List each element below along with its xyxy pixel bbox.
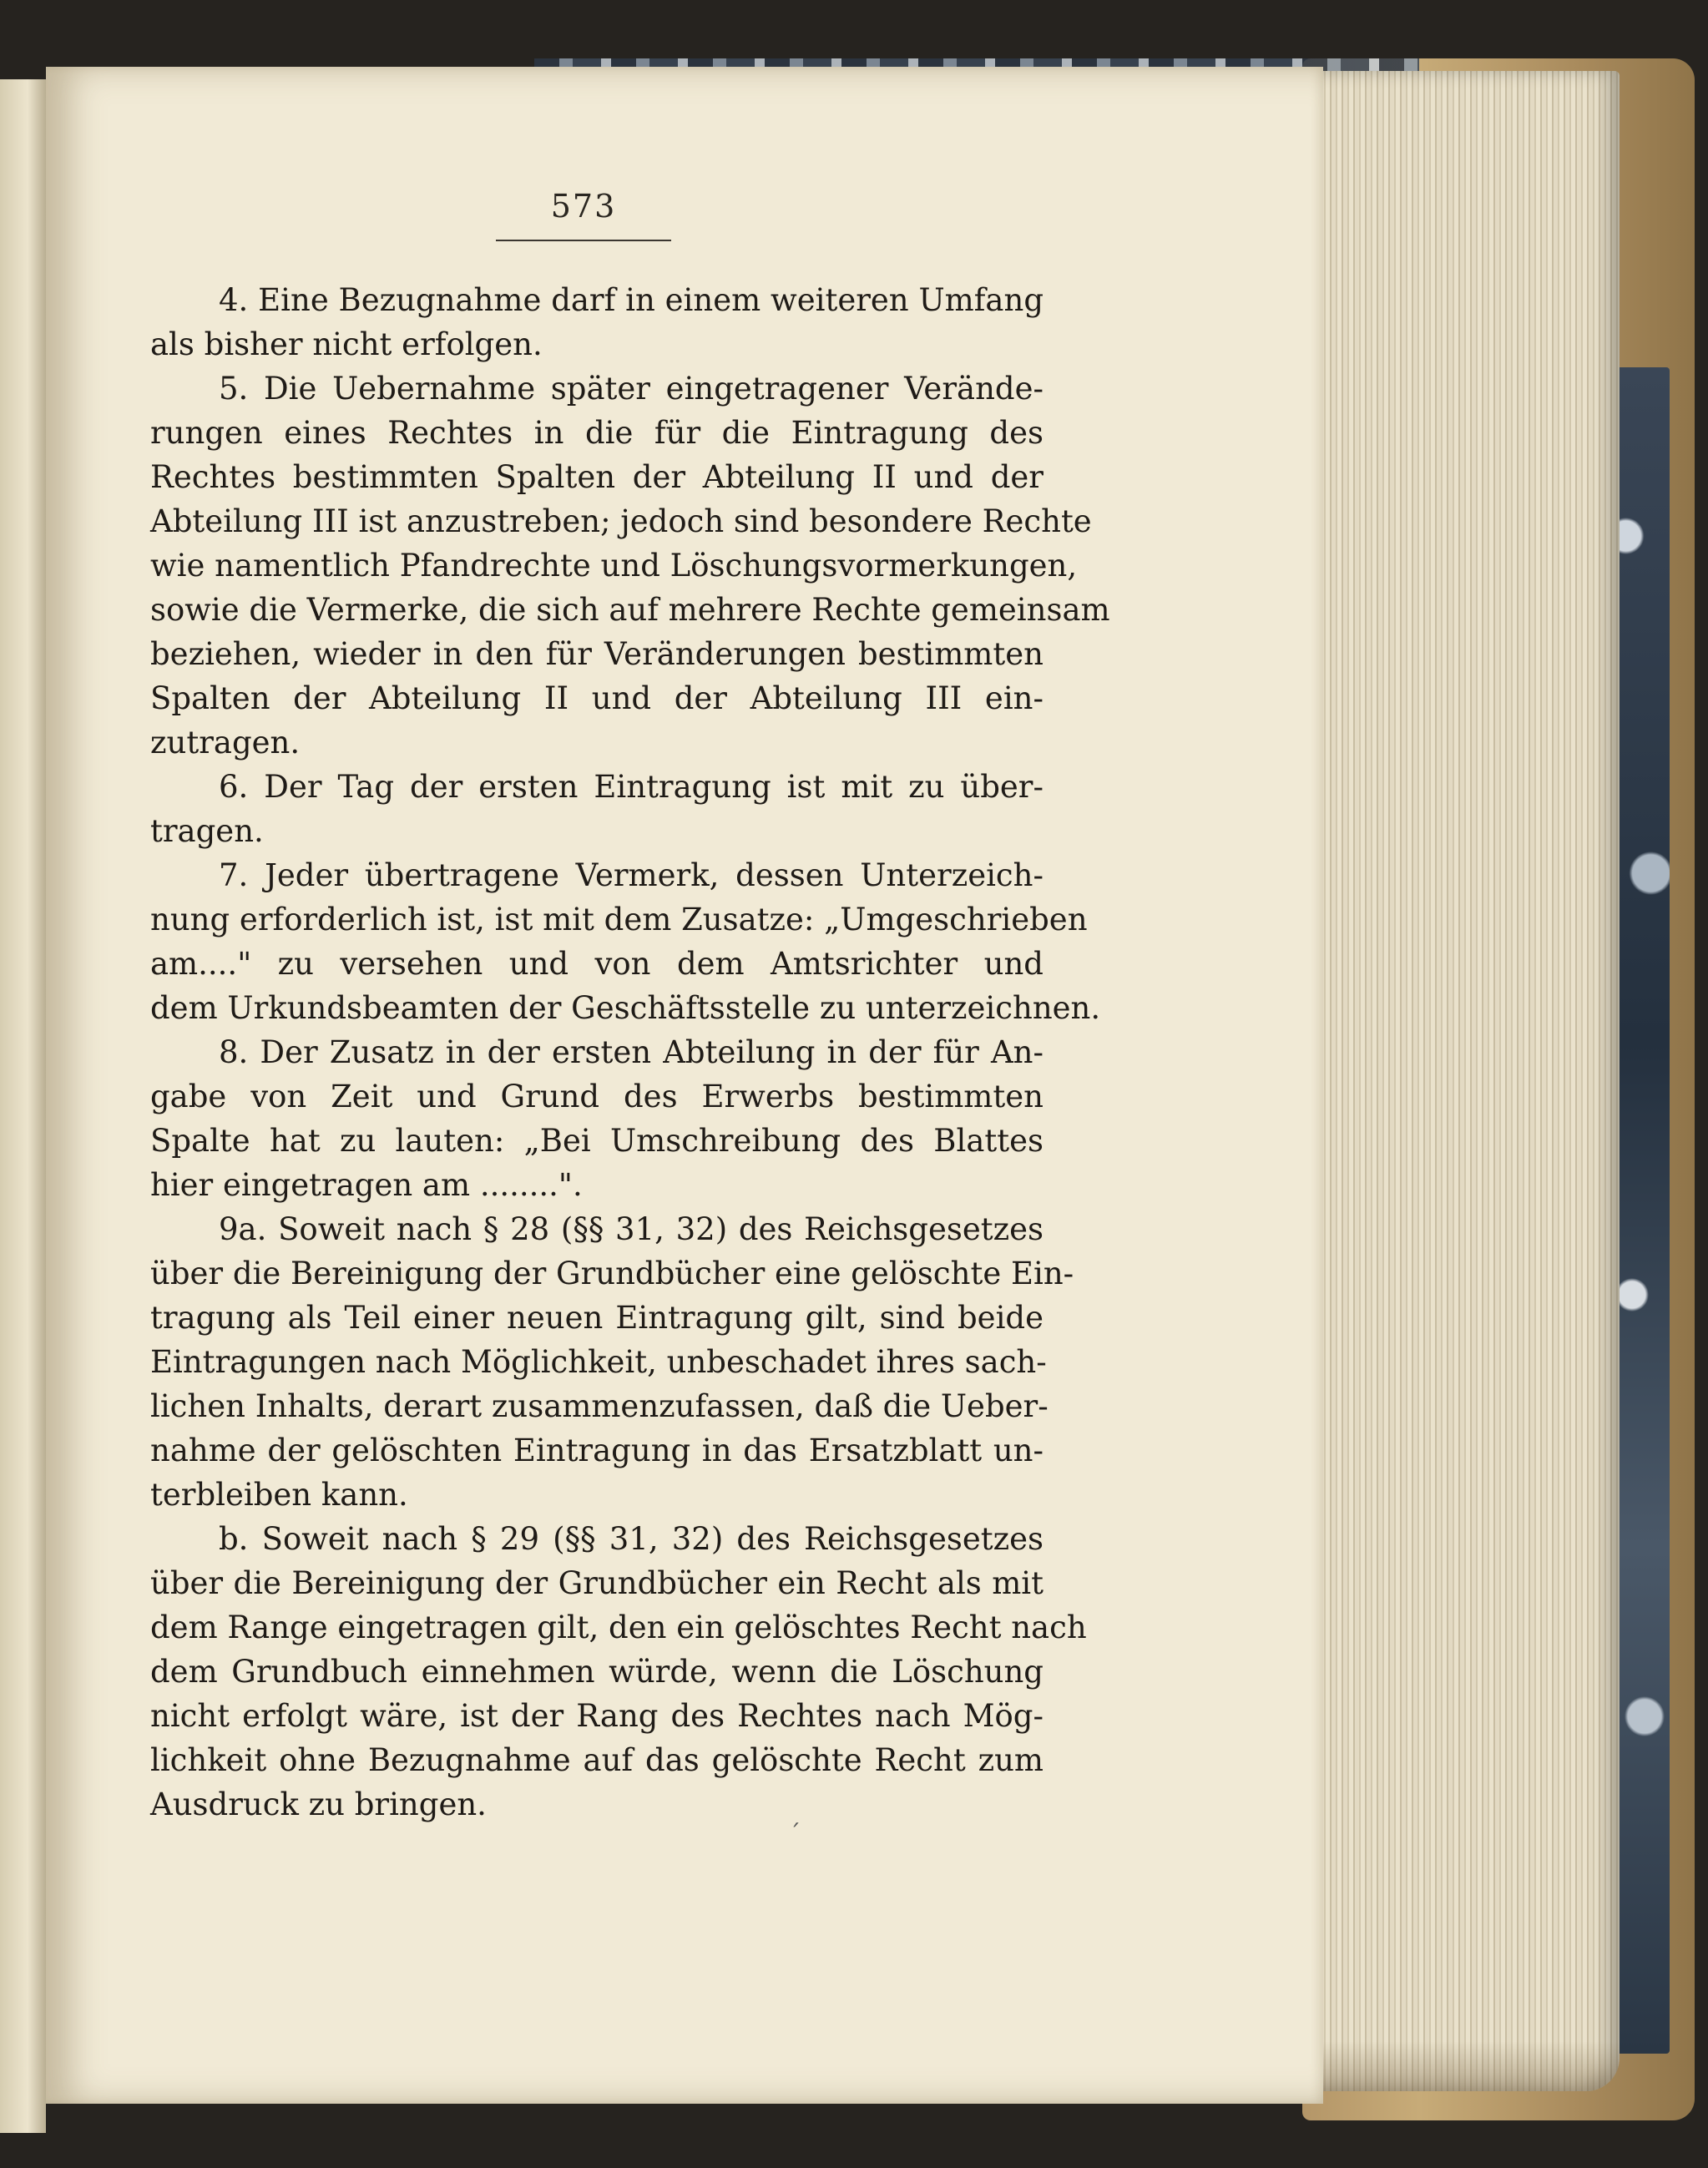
text-line: rungen eines Rechtes in die für die Eintragung des bbox=[150, 415, 1043, 451]
page-number: 573 bbox=[550, 188, 617, 225]
text-line: dem Grundbuch einnehmen würde, wenn die Löschung bbox=[150, 1654, 1043, 1690]
text-line: Eintragungen nach Möglichkeit, unbeschadet ihres sach- bbox=[150, 1344, 1047, 1380]
text-line: Rechtes bestimmten Spalten der Abteilung II und der bbox=[150, 459, 1043, 495]
text-line: wie namentlich Pfandrechte und Löschungsvormerkungen, bbox=[150, 548, 1078, 584]
text-line: tragen. bbox=[150, 813, 264, 849]
text-line: über die Bereinigung der Grundbücher ein Recht als mit bbox=[150, 1565, 1043, 1601]
text-line: 8. Der Zusatz in der ersten Abteilung in der für An- bbox=[219, 1034, 1043, 1070]
text-line: zutragen. bbox=[150, 725, 301, 761]
text-line: Spalte hat zu lauten: „Bei Umschreibung des Blattes bbox=[150, 1123, 1043, 1159]
text-line: 6. Der Tag der ersten Eintragung ist mit zu über- bbox=[219, 769, 1043, 805]
text-line: beziehen, wieder in den für Veränderungen bestimmten bbox=[150, 636, 1043, 672]
text-line: lichkeit ohne Bezugnahme auf das gelöschte Recht zum bbox=[150, 1742, 1043, 1778]
text-line: 7. Jeder übertragene Vermerk, dessen Unterzeich- bbox=[219, 857, 1043, 893]
stray-mark: ˊ bbox=[789, 1820, 801, 1847]
text-line: 5. Die Uebernahme später eingetragener Verände- bbox=[219, 371, 1043, 407]
text-line: über die Bereinigung der Grundbücher eine gelöschte Ein- bbox=[150, 1256, 1074, 1291]
body-text bbox=[150, 278, 1110, 1827]
text-line: am...." zu versehen und von dem Amtsrichter und bbox=[150, 946, 1043, 982]
text-line: lichen Inhalts, derart zusammenzufassen, daß die Ueber- bbox=[150, 1388, 1049, 1424]
text-line: als bisher nicht erfolgen. bbox=[150, 326, 543, 362]
page-number-rule bbox=[496, 240, 671, 241]
text-line: Ausdruck zu bringen. bbox=[150, 1786, 487, 1822]
text-line: sowie die Vermerke, die sich auf mehrere Rechte gemeinsam bbox=[150, 592, 1110, 628]
text-line: tragung als Teil einer neuen Eintragung gilt, sind beide bbox=[150, 1300, 1043, 1336]
text-line: gabe von Zeit und Grund des Erwerbs bestimmten bbox=[150, 1079, 1043, 1114]
text-line: nicht erfolgt wäre, ist der Rang des Rechtes nach Mög- bbox=[150, 1698, 1043, 1734]
text-line: dem Urkundsbeamten der Geschäftsstelle zu unterzeichnen. bbox=[150, 990, 1101, 1026]
text-line: terbleiben kann. bbox=[150, 1477, 408, 1513]
text-line: hier eingetragen am ........". bbox=[150, 1167, 583, 1203]
text-line: b. Soweit nach § 29 (§§ 31, 32) des Reichsgesetzes bbox=[219, 1521, 1043, 1557]
text-line: 9a. Soweit nach § 28 (§§ 31, 32) des Reichsgesetzes bbox=[219, 1211, 1043, 1247]
text-line: nahme der gelöschten Eintragung in das Ersatzblatt un- bbox=[150, 1433, 1043, 1468]
text-line: 4. Eine Bezugnahme darf in einem weiteren Umfang bbox=[219, 282, 1043, 318]
text-line: Abteilung III ist anzustreben; jedoch sind besondere Rechte bbox=[150, 503, 1092, 539]
text-line: Spalten der Abteilung II und der Abteilung III ein- bbox=[150, 680, 1043, 716]
text-line: dem Range eingetragen gilt, den ein gelöschtes Recht nach bbox=[150, 1610, 1087, 1645]
page-block-edges bbox=[1302, 71, 1620, 2091]
text-line: nung erforderlich ist, ist mit dem Zusatze: „Umgeschrieben bbox=[150, 902, 1088, 937]
left-page-sliver bbox=[0, 79, 46, 2133]
